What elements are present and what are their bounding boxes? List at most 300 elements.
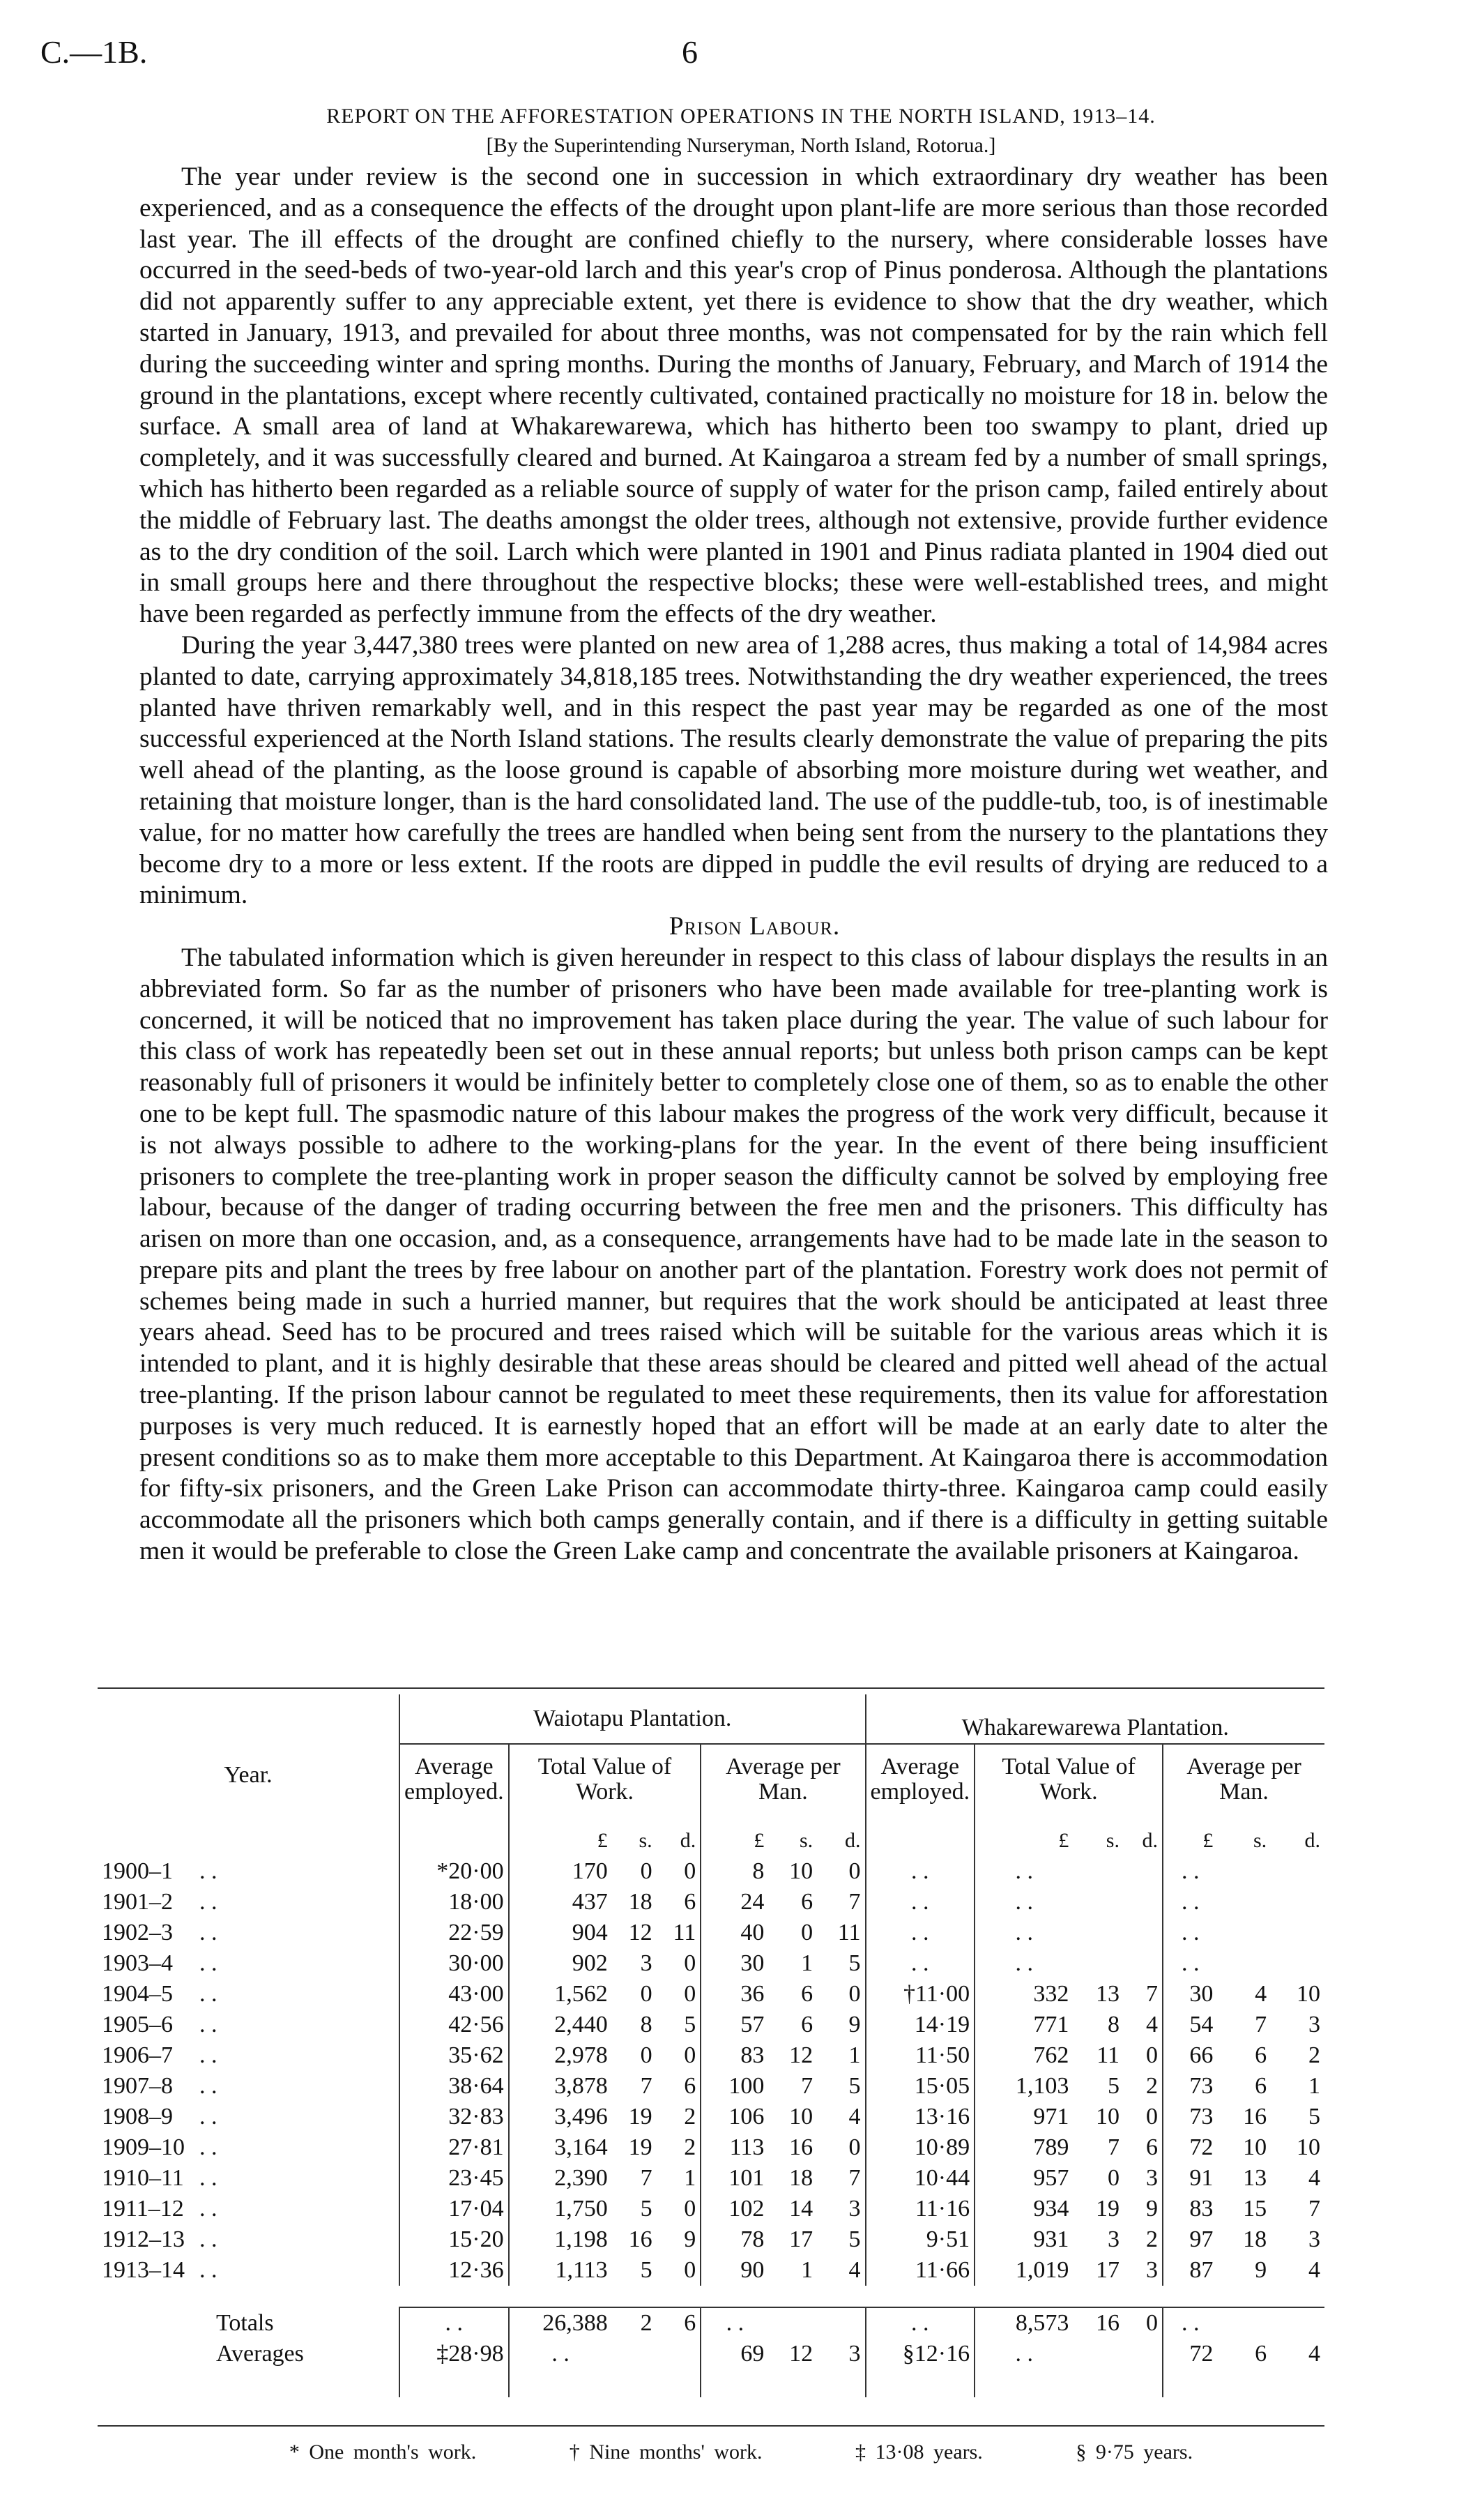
- unit-label: [866, 1805, 975, 1856]
- table-row: [98, 2194, 1324, 2224]
- table-row: [98, 2132, 1324, 2163]
- cell: 15·05: [866, 2071, 975, 2102]
- cell: 66: [1163, 2040, 1217, 2071]
- cell: 3: [1107, 2226, 1120, 2252]
- cell: ‡28·98: [399, 2339, 509, 2369]
- cell: 10: [789, 1858, 813, 1884]
- cell: 1: [684, 2165, 696, 2191]
- cell: 0: [684, 2196, 696, 2222]
- footnote: ‡ 13·08 years.: [855, 2441, 983, 2464]
- cell: 10: [1297, 2134, 1320, 2160]
- cell: 0: [684, 2257, 696, 2283]
- cell: [1124, 1948, 1163, 1979]
- row-label: [98, 1887, 399, 1918]
- cell: 101: [701, 2163, 768, 2194]
- cell: 771: [975, 2010, 1073, 2040]
- row-label: [98, 2102, 399, 2132]
- cell: †11·00: [866, 1979, 975, 2010]
- cell: 9: [1146, 2196, 1159, 2222]
- cell: 16: [1073, 2307, 1124, 2339]
- cell: 6: [801, 1889, 813, 1915]
- cell: 5: [640, 2196, 652, 2222]
- cell: 5: [848, 2226, 861, 2252]
- totals-row: [98, 2307, 1324, 2339]
- unit-label: d.: [845, 1829, 861, 1852]
- cell: 7: [1255, 2012, 1267, 2037]
- cell: 902: [509, 1948, 612, 1979]
- cell: 17: [789, 2226, 813, 2252]
- cell: 10·44: [866, 2163, 975, 2194]
- cell: 5: [640, 2257, 652, 2283]
- cell: 73: [1163, 2071, 1217, 2102]
- cell: 24: [701, 1887, 768, 1918]
- cell: 4: [848, 2257, 861, 2283]
- report-title: REPORT ON THE AFFORESTATION OPERATIONS IN THE NORTH ISLAND, 1913–14.: [326, 105, 1156, 128]
- cell: 2: [1146, 2226, 1159, 2252]
- leader-dots: . .: [199, 2196, 217, 2222]
- table-bottom-rule: [98, 2425, 1324, 2427]
- footnote: * One month's work.: [289, 2441, 477, 2464]
- cell: 0: [640, 2042, 652, 2068]
- cell: 2: [1146, 2073, 1159, 2099]
- group-waiotapu: Waiotapu Plantation.: [399, 1694, 866, 1744]
- cell: 7: [640, 2073, 652, 2099]
- row-label: [98, 2040, 399, 2071]
- cell: 3: [1146, 2257, 1159, 2283]
- row-label: [98, 2255, 399, 2286]
- cell: [1217, 1887, 1271, 1918]
- cell: 1,113: [509, 2255, 612, 2286]
- cell: 2: [1308, 2042, 1320, 2068]
- cell: 23·45: [399, 2163, 509, 2194]
- cell: 6: [801, 1981, 813, 2007]
- cell: 17: [1095, 2257, 1120, 2283]
- cell: . .: [866, 1887, 975, 1918]
- cell: 17·04: [399, 2194, 509, 2224]
- cell: 8,573: [975, 2307, 1073, 2339]
- cell: 1,198: [509, 2224, 612, 2255]
- cell: 0: [1146, 2042, 1159, 2068]
- cell: [1073, 1856, 1124, 1887]
- cell: 38·64: [399, 2071, 509, 2102]
- cell: 18: [628, 1889, 652, 1915]
- cell: 4: [1255, 1981, 1267, 2007]
- leader-dots: . .: [199, 2104, 217, 2130]
- cell: [768, 2307, 817, 2339]
- cell: 11·66: [866, 2255, 975, 2286]
- cell: 27·81: [399, 2132, 509, 2163]
- row-label: Totals: [216, 2310, 274, 2336]
- cell: . .: [866, 1948, 975, 1979]
- table-row: [98, 2163, 1324, 2194]
- cell: 19: [628, 2134, 652, 2160]
- cell: 18: [1243, 2226, 1267, 2252]
- cell: 332: [975, 1979, 1073, 2010]
- unit-label: d.: [1142, 1829, 1159, 1852]
- cell: 0: [1124, 2307, 1163, 2339]
- cell: 3,496: [509, 2102, 612, 2132]
- cell: 10: [789, 2104, 813, 2130]
- report-subtitle: [By the Superintending Nurseryman, North Island, Rotorua.]: [486, 134, 996, 157]
- table-row: [98, 1856, 1324, 1887]
- cell: 789: [975, 2132, 1073, 2163]
- col-avg-employed: Average employed.: [866, 1744, 975, 1805]
- year-label: 1904–5: [102, 1981, 173, 2007]
- cell: 106: [701, 2102, 768, 2132]
- row-label: [98, 2010, 399, 2040]
- cell: 14: [789, 2196, 813, 2222]
- cell: [1271, 1918, 1324, 1948]
- cell: . .: [1163, 1918, 1217, 1948]
- cell: 83: [701, 2040, 768, 2071]
- cell: 7: [640, 2165, 652, 2191]
- cell: 0: [848, 1981, 861, 2007]
- year-label: 1901–2: [102, 1889, 173, 1915]
- cell: 7: [1146, 1981, 1159, 2007]
- cell: 15: [1243, 2196, 1267, 2222]
- cell: 7: [1308, 2196, 1320, 2222]
- col-total-value: Total Value of Work.: [975, 1744, 1163, 1805]
- cell: 762: [975, 2040, 1073, 2071]
- row-label: [98, 2194, 399, 2224]
- row-label: [98, 1979, 399, 2010]
- cell: 6: [657, 2307, 701, 2339]
- cell: 102: [701, 2194, 768, 2224]
- cell: 0: [684, 2042, 696, 2068]
- cell: 0: [684, 1981, 696, 2007]
- cell: 2: [612, 2307, 657, 2339]
- cell: 6: [1255, 2073, 1267, 2099]
- cell: 1,562: [509, 1979, 612, 2010]
- cell: 1,019: [975, 2255, 1073, 2286]
- cell: 1: [801, 1950, 813, 1976]
- year-label: 1913–14: [102, 2257, 185, 2283]
- leader-dots: . .: [199, 1858, 217, 1884]
- cell: . .: [1163, 1856, 1217, 1887]
- col-avg-employed: Average employed.: [399, 1744, 509, 1805]
- year-label: 1903–4: [102, 1950, 173, 1976]
- unit-label: £: [509, 1805, 612, 1856]
- cell: 1: [801, 2257, 813, 2283]
- unit-label: s.: [1106, 1829, 1120, 1852]
- cell: 91: [1163, 2163, 1217, 2194]
- cell: [1217, 1918, 1271, 1948]
- cell: 26,388: [509, 2307, 612, 2339]
- cell: 40: [701, 1918, 768, 1948]
- cell: . .: [975, 2339, 1073, 2369]
- cell: . .: [399, 2307, 509, 2339]
- cell: 22·59: [399, 1918, 509, 1948]
- unit-label: £: [1163, 1805, 1217, 1856]
- row-label: [98, 1918, 399, 1948]
- cell: 9: [684, 2226, 696, 2252]
- cell: [1124, 1856, 1163, 1887]
- cell: 78: [701, 2224, 768, 2255]
- cell: 6: [1146, 2134, 1159, 2160]
- cell: 1,750: [509, 2194, 612, 2224]
- cell: 16: [628, 2226, 652, 2252]
- cell: 934: [975, 2194, 1073, 2224]
- cell: 3: [848, 2341, 861, 2367]
- cell: 19: [1095, 2196, 1120, 2222]
- cell: 4: [1146, 2012, 1159, 2037]
- year-label: 1908–9: [102, 2104, 173, 2130]
- cell: 6: [684, 2073, 696, 2099]
- leader-dots: . .: [199, 1981, 217, 2007]
- table-row: [98, 2255, 1324, 2286]
- cell: 35·62: [399, 2040, 509, 2071]
- cell: . .: [975, 1948, 1073, 1979]
- group-whakarewarewa: Whakarewarewa Plantation.: [866, 1694, 1324, 1744]
- cell: 11: [673, 1920, 696, 1945]
- table-row: [98, 2010, 1324, 2040]
- cell: . .: [1163, 2307, 1217, 2339]
- cell: 12·36: [399, 2255, 509, 2286]
- cell: 10·89: [866, 2132, 975, 2163]
- cell: 0: [684, 1950, 696, 1976]
- cell: 931: [975, 2224, 1073, 2255]
- cell: [1271, 1887, 1324, 1918]
- cell: 5: [1308, 2104, 1320, 2130]
- paragraph: During the year 3,447,380 trees were planted on new area of 1,288 acres, thus making a total of 14,984 acres planted to date, carrying approximately 34,818,185 trees. Notwithstanding the dry weather experienced, the trees planted have thriven remarkably well, and in this respect the past year may be regarded as one of the most successful experienced at the North Island stations. The results clearly demonstrate the value of preparing the pits well ahead of the planting, as the loose ground is capable of absorbing more moisture during wet weather, and retaining that moisture longer, than is the hard consolidated land. The use of the puddle-tub, too, is of inestimable value, for no matter how carefully the trees are handled when being sent from the nursery to the plantations they become dry to a more or less extent. If the roots are dipped in puddle the evil results of drying are reduced to a minimum.: [139, 630, 1328, 910]
- cell: 87: [1163, 2255, 1217, 2286]
- cell: 0: [640, 1981, 652, 2007]
- cell: [1124, 2339, 1163, 2369]
- cell: 73: [1163, 2102, 1217, 2132]
- cell: 10: [1297, 1981, 1320, 2007]
- cell: 16: [789, 2134, 813, 2160]
- cell: 30·00: [399, 1948, 509, 1979]
- cell: 0: [1107, 2165, 1120, 2191]
- row-label: Averages: [216, 2341, 304, 2367]
- table-row: [98, 1979, 1324, 2010]
- cell: 11·16: [866, 2194, 975, 2224]
- footnote: § 9·75 years.: [1076, 2441, 1193, 2464]
- cell: 3: [640, 1950, 652, 1976]
- row-label: [98, 2132, 399, 2163]
- cell: 16: [1243, 2104, 1267, 2130]
- averages-row: [98, 2339, 1324, 2369]
- paragraph: The tabulated information which is given hereunder in respect to this class of labour displays the results in an abbreviated form. So far as the number of prisoners who have been made available for tree-planting work is concerned, it will be noticed that no improvement has taken place during the year. The value of such labour for this class of work has repeatedly been set out in these annual reports; but unless both prison camps can be kept reasonably full of prisoners it would be infinitely better to completely close one of them, so as to enable the other one to be kept full. The spasmodic nature of this labour makes the progress of the work very difficult, because it is not always possible to adhere to the working-plans for the year. In the event of there being insufficient prisoners to complete the tree-planting work in proper season the difficulty cannot be solved by employing free labour, because of the danger of trading occurring between the free men and the prisoners. This difficulty has arisen on more than one occasion, and, as a consequence, arrangements have had to be made late in the season to prepare pits and plant the trees by free labour on another part of the plantation. Forestry work does not permit of schemes being made in such a hurried manner, but requires that the work should be anticipated at least three years ahead. Seed has to be procured and trees raised which will be suitable for the various areas which it is intended to plant, and it is highly desirable that these areas should be cleared and pitted well ahead of the actual tree-planting. If the prison labour cannot be regulated to meet these requirements, then its value for afforestation purposes is very much reduced. It is earnestly hoped that an effort will be made at an early date to alter the present conditions so as to make them more acceptable to this Department. At Kaingaroa there is accommodation for fifty-six prisoners, and the Green Lake Prison can accommodate thirty-three. Kaingaroa camp could easily accommodate all the prisoners which both camps generally contain, and if there is a difficulty in getting suitable men it would be preferable to close the Green Lake camp and concentrate the available prisoners at Kaingaroa.: [139, 943, 1328, 1566]
- cell: 8: [640, 2012, 652, 2037]
- unit-label: £: [701, 1805, 768, 1856]
- cell: 10: [1243, 2134, 1267, 2160]
- leader-dots: . .: [199, 2165, 217, 2191]
- cell: . .: [701, 2307, 768, 2339]
- cell: 2: [684, 2104, 696, 2130]
- cell: [1271, 1948, 1324, 1979]
- cell: 1,103: [975, 2071, 1073, 2102]
- cell: 90: [701, 2255, 768, 2286]
- cell: 6: [1255, 2341, 1267, 2367]
- cell: 5: [848, 1950, 861, 1976]
- cell: 4: [848, 2104, 861, 2130]
- unit-label: [399, 1805, 509, 1856]
- document-reference: C.—1B.: [40, 34, 148, 70]
- cell: 6: [684, 1889, 696, 1915]
- footnote: † Nine months' work.: [569, 2441, 763, 2464]
- cell: [1217, 1856, 1271, 1887]
- cell: 5: [848, 2073, 861, 2099]
- cell: 4: [1308, 2341, 1320, 2367]
- cell: 69: [701, 2339, 768, 2369]
- cell: . .: [866, 1918, 975, 1948]
- cell: 0: [684, 1858, 696, 1884]
- cell: 30: [1163, 1979, 1217, 2010]
- cell: 0: [640, 1858, 652, 1884]
- cell: 4: [1308, 2257, 1320, 2283]
- cell: 7: [848, 2165, 861, 2191]
- cell: . .: [1163, 1887, 1217, 1918]
- cell: [1073, 1948, 1124, 1979]
- cell: 6: [801, 2012, 813, 2037]
- cell: 2: [684, 2134, 696, 2160]
- cell: 15·20: [399, 2224, 509, 2255]
- cell: 3: [1308, 2226, 1320, 2252]
- cell: 7: [1107, 2134, 1120, 2160]
- cell: . .: [509, 2339, 612, 2369]
- cell: 2,978: [509, 2040, 612, 2071]
- cell: 9: [1255, 2257, 1267, 2283]
- cell: 12: [628, 1920, 652, 1945]
- cell: 13: [1095, 1981, 1120, 2007]
- cell: [1073, 2339, 1124, 2369]
- cell: 43·00: [399, 1979, 509, 2010]
- cell: 12: [789, 2341, 813, 2367]
- table-row: [98, 2071, 1324, 2102]
- cell: 10: [1095, 2104, 1120, 2130]
- unit-label: £: [975, 1805, 1073, 1856]
- unit-label: s.: [1253, 1829, 1267, 1852]
- cell: [1217, 1948, 1271, 1979]
- unit-label: d.: [1304, 1829, 1320, 1852]
- cell: 11: [1097, 2042, 1120, 2068]
- cell: 36: [701, 1979, 768, 2010]
- cell: . .: [975, 1918, 1073, 1948]
- cell: [1073, 1918, 1124, 1948]
- cell: 3: [1146, 2165, 1159, 2191]
- year-label: 1910–11: [102, 2165, 184, 2191]
- cell: 18·00: [399, 1887, 509, 1918]
- cell: 14·19: [866, 2010, 975, 2040]
- cell: 904: [509, 1918, 612, 1948]
- table-row: [98, 2224, 1324, 2255]
- cell: [817, 2307, 865, 2339]
- year-label: 1906–7: [102, 2042, 173, 2068]
- cell: 11·50: [866, 2040, 975, 2071]
- cell: . .: [866, 2307, 975, 2339]
- year-label: 1911–12: [102, 2196, 184, 2222]
- cell: 11: [837, 1920, 861, 1945]
- cell: 0: [801, 1920, 813, 1945]
- year-label: 1900–1: [102, 1858, 173, 1884]
- cell: [1271, 1856, 1324, 1887]
- year-label: 1909–10: [102, 2134, 185, 2160]
- year-label: 1907–8: [102, 2073, 173, 2099]
- cell: 957: [975, 2163, 1073, 2194]
- section-heading: Prison Labour.: [669, 912, 841, 941]
- leader-dots: . .: [199, 1920, 217, 1945]
- cell: *20·00: [399, 1856, 509, 1887]
- cell: [1124, 1918, 1163, 1948]
- unit-label: s.: [639, 1829, 652, 1852]
- cell: 971: [975, 2102, 1073, 2132]
- cell: 3: [1308, 2012, 1320, 2037]
- cell: 170: [509, 1856, 612, 1887]
- cell: 83: [1163, 2194, 1217, 2224]
- col-avg-per-man: Average per Man.: [701, 1744, 865, 1805]
- page-number: 6: [682, 34, 698, 70]
- cell: 19: [628, 2104, 652, 2130]
- cell: 57: [701, 2010, 768, 2040]
- cell: 9·51: [866, 2224, 975, 2255]
- cell: [612, 2339, 657, 2369]
- table-row: [98, 1948, 1324, 1979]
- leader-dots: . .: [199, 1889, 217, 1915]
- unit-label: s.: [799, 1829, 813, 1852]
- cell: 97: [1163, 2224, 1217, 2255]
- table-row: [98, 2040, 1324, 2071]
- cell: . .: [866, 1856, 975, 1887]
- cell: . .: [975, 1856, 1073, 1887]
- leader-dots: . .: [199, 1950, 217, 1976]
- cell: 9: [848, 2012, 861, 2037]
- leader-dots: . .: [199, 2073, 217, 2099]
- cell: 1: [1308, 2073, 1320, 2099]
- cell: 113: [701, 2132, 768, 2163]
- table-row: [98, 1918, 1324, 1948]
- cell: §12·16: [866, 2339, 975, 2369]
- row-label: [98, 2163, 399, 2194]
- cell: 72: [1163, 2339, 1217, 2369]
- col-total-value: Total Value of Work.: [509, 1744, 701, 1805]
- cell: 2,390: [509, 2163, 612, 2194]
- cell: 13: [1243, 2165, 1267, 2191]
- row-label: [98, 1948, 399, 1979]
- row-label: [98, 2224, 399, 2255]
- table-row: [98, 2102, 1324, 2132]
- unit-label: d.: [680, 1829, 696, 1852]
- prison-labour-table: [98, 1687, 1324, 2397]
- cell: 4: [1308, 2165, 1320, 2191]
- col-avg-per-man: Average per Man.: [1163, 1744, 1324, 1805]
- cell: [1271, 2307, 1324, 2339]
- cell: 3,164: [509, 2132, 612, 2163]
- cell: 7: [801, 2073, 813, 2099]
- leader-dots: . .: [199, 2012, 217, 2037]
- cell: 2,440: [509, 2010, 612, 2040]
- cell: 8: [701, 1856, 768, 1887]
- cell: 42·56: [399, 2010, 509, 2040]
- cell: 437: [509, 1887, 612, 1918]
- year-header: Year.: [224, 1762, 273, 1788]
- cell: 54: [1163, 2010, 1217, 2040]
- cell: 0: [848, 1858, 861, 1884]
- leader-dots: . .: [199, 2042, 217, 2068]
- row-label: [98, 2071, 399, 2102]
- cell: [657, 2339, 701, 2369]
- cell: [1073, 1887, 1124, 1918]
- cell: 72: [1163, 2132, 1217, 2163]
- paragraph: The year under review is the second one in succession in which extraordinary dry weather has been experienced, and as a consequence the effects of the drought upon plant-life are more serious than those recorded last year. The ill effects of the drought are confined chiefly to the nursery, where considerable losses have occurred in the seed-beds of two-year-old larch and this year's crop of Pinus ponderosa. Although the plantations did not apparently suffer to any appreciable extent, yet there is evidence to show that the dry weather, which started in January, 1913, and prevailed for about three months, was not compensated for by the rain which fell during the succeeding winter and spring months. During the months of January, February, and March of 1914 the ground in the plantations, except where recently cultivated, contained practically no moisture for 18 in. below the surface. A small area of land at Whakarewarewa, which has hitherto been too swampy to plant, dried up completely, and it was successfully cleared and burned. At Kaingaroa a stream fed by a number of small springs, which has hitherto been regarded as a reliable source of supply of water for the prison camp, failed entirely about the middle of February last. The deaths amongst the older trees, although not extensive, provide further evidence as to the dry condition of the soil. Larch which were planted in 1901 and Pinus radiata planted in 1904 died out in small groups here and there throughout the respective blocks; these were well-established trees, and might have been regarded as perfectly immune from the effects of the dry weather.: [139, 162, 1328, 629]
- cell: 6: [1255, 2042, 1267, 2068]
- leader-dots: . .: [199, 2226, 217, 2252]
- cell: 18: [789, 2165, 813, 2191]
- year-label: 1905–6: [102, 2012, 173, 2037]
- cell: 32·83: [399, 2102, 509, 2132]
- year-label: 1902–3: [102, 1920, 173, 1945]
- cell: 100: [701, 2071, 768, 2102]
